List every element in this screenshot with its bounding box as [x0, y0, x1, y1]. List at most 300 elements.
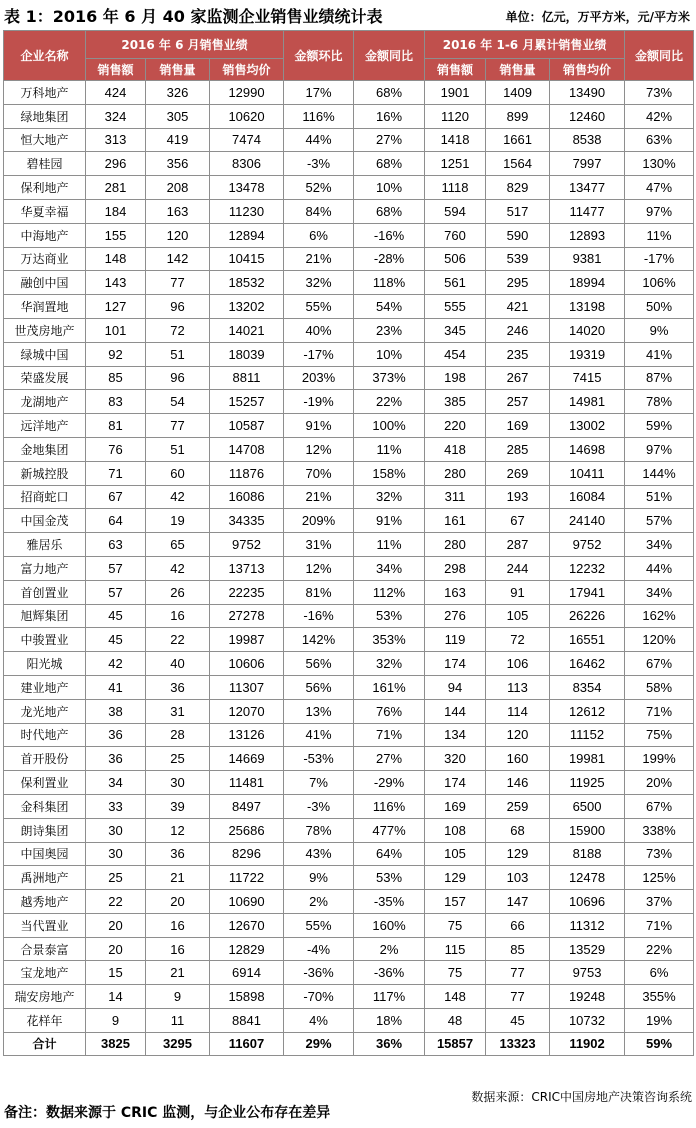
table-cell: 517 [486, 199, 550, 223]
table-cell: 37% [625, 890, 694, 914]
table-cell: 11307 [210, 675, 284, 699]
table-cell: 198 [425, 366, 486, 390]
table-cell: 21% [284, 485, 354, 509]
table-row [4, 556, 694, 580]
header-yoy: 金额同比 [354, 31, 425, 81]
table-cell: 14021 [210, 318, 284, 342]
table-cell: 127 [86, 295, 146, 319]
table-cell: 22 [146, 628, 210, 652]
table-cell: 54% [354, 295, 425, 319]
table-cell: 114 [486, 699, 550, 723]
table-cell: 345 [425, 318, 486, 342]
table-cell: 10690 [210, 890, 284, 914]
table-cell: 60 [146, 461, 210, 485]
table-cell: 6% [625, 961, 694, 985]
table-cell: 38 [86, 699, 146, 723]
table-cell: 67% [625, 794, 694, 818]
table-row [4, 985, 694, 1009]
table-row [4, 747, 694, 771]
table-cell: 12478 [550, 866, 625, 890]
table-cell: 13126 [210, 723, 284, 747]
table-cell: -3% [284, 794, 354, 818]
table-cell: 70% [284, 461, 354, 485]
company-name-cell: 华润置地 [4, 295, 86, 319]
table-cell: 259 [486, 794, 550, 818]
company-name-cell: 金科集团 [4, 794, 86, 818]
table-row [4, 176, 694, 200]
table-cell: 36 [146, 675, 210, 699]
table-cell: 22% [354, 390, 425, 414]
table-cell: 16 [146, 937, 210, 961]
table-cell: 18532 [210, 271, 284, 295]
company-name-cell: 世茂房地产 [4, 318, 86, 342]
table-cell: 12460 [550, 104, 625, 128]
table-cell: 9 [146, 985, 210, 1009]
table-cell: 8296 [210, 842, 284, 866]
table-cell: 10411 [550, 461, 625, 485]
table-cell: 20 [86, 937, 146, 961]
total-cell: 15857 [425, 1032, 486, 1055]
table-cell: 47% [625, 176, 694, 200]
table-cell: 305 [146, 104, 210, 128]
company-name-cell: 朗诗集团 [4, 818, 86, 842]
table-row [4, 295, 694, 319]
total-cell: 3825 [86, 1032, 146, 1055]
table-cell: 76 [86, 437, 146, 461]
table-cell: 15 [86, 961, 146, 985]
table-cell: 19319 [550, 342, 625, 366]
table-cell: 11 [146, 1009, 210, 1033]
table-cell: 15900 [550, 818, 625, 842]
table-cell: 338% [625, 818, 694, 842]
table-cell: 14020 [550, 318, 625, 342]
table-cell: 75% [625, 723, 694, 747]
table-cell: 8841 [210, 1009, 284, 1033]
table-row [4, 794, 694, 818]
table-cell: 30 [86, 818, 146, 842]
total-cell: 13323 [486, 1032, 550, 1055]
table-row [4, 961, 694, 985]
table-cell: 144 [425, 699, 486, 723]
table-cell: 55% [284, 913, 354, 937]
table-cell: 208 [146, 176, 210, 200]
table-cell: 10587 [210, 414, 284, 438]
table-cell: 146 [486, 771, 550, 795]
table-cell: 16084 [550, 485, 625, 509]
table-cell: 4% [284, 1009, 354, 1033]
header-mom: 金额环比 [284, 31, 354, 81]
table-cell: -36% [354, 961, 425, 985]
table-cell: 11722 [210, 866, 284, 890]
header-ytd-amount: 销售额 [425, 59, 486, 81]
table-cell: 51% [625, 485, 694, 509]
table-cell: 12670 [210, 913, 284, 937]
company-name-cell: 合景泰富 [4, 937, 86, 961]
table-cell: 163 [146, 199, 210, 223]
table-cell: 267 [486, 366, 550, 390]
total-cell: 29% [284, 1032, 354, 1055]
table-cell: 10415 [210, 247, 284, 271]
table-cell: 163 [425, 580, 486, 604]
table-cell: 19981 [550, 747, 625, 771]
table-cell: 269 [486, 461, 550, 485]
table-cell: 1901 [425, 81, 486, 105]
table-cell: 53% [354, 866, 425, 890]
table-cell: 31 [146, 699, 210, 723]
table-cell: 355% [625, 985, 694, 1009]
table-cell: 296 [86, 152, 146, 176]
table-row [4, 247, 694, 271]
table-cell: 10696 [550, 890, 625, 914]
table-cell: 56% [284, 675, 354, 699]
table-cell: 57 [86, 580, 146, 604]
table-cell: 84% [284, 199, 354, 223]
table-cell: 91 [486, 580, 550, 604]
table-cell: 19% [625, 1009, 694, 1033]
table-cell: 10606 [210, 652, 284, 676]
table-cell: 32% [354, 652, 425, 676]
table-cell: 6914 [210, 961, 284, 985]
table-cell: 7474 [210, 128, 284, 152]
table-cell: 34% [625, 580, 694, 604]
table-cell: 27% [354, 128, 425, 152]
table-cell: 13198 [550, 295, 625, 319]
table-cell: 32% [354, 485, 425, 509]
table-cell: 594 [425, 199, 486, 223]
table-cell: 54 [146, 390, 210, 414]
table-cell: 590 [486, 223, 550, 247]
header-ytd-price: 销售均价 [550, 59, 625, 81]
table-cell: 16 [146, 913, 210, 937]
table-cell: -16% [284, 604, 354, 628]
table-row [4, 533, 694, 557]
table-cell: 77 [486, 961, 550, 985]
table-cell: 101 [86, 318, 146, 342]
table-cell: 12% [284, 437, 354, 461]
table-cell: 28 [146, 723, 210, 747]
company-name-cell: 首创置业 [4, 580, 86, 604]
table-cell: 32% [284, 271, 354, 295]
table-cell: 13002 [550, 414, 625, 438]
table-cell: 418 [425, 437, 486, 461]
table-cell: 353% [354, 628, 425, 652]
table-cell: 311 [425, 485, 486, 509]
table-cell: 14708 [210, 437, 284, 461]
table-cell: 97% [625, 199, 694, 223]
table-cell: 66 [486, 913, 550, 937]
table-cell: 68 [486, 818, 550, 842]
table-row [4, 842, 694, 866]
company-name-cell: 万科地产 [4, 81, 86, 105]
company-name-cell: 中国奥园 [4, 842, 86, 866]
table-cell: 105 [425, 842, 486, 866]
table-cell: 19987 [210, 628, 284, 652]
table-cell: 10732 [550, 1009, 625, 1033]
table-cell: 30 [86, 842, 146, 866]
table-cell: 320 [425, 747, 486, 771]
table-cell: 23% [354, 318, 425, 342]
table-cell: 11% [354, 437, 425, 461]
table-cell: 148 [86, 247, 146, 271]
table-row [4, 104, 694, 128]
header-amount: 销售额 [86, 59, 146, 81]
table-cell: 539 [486, 247, 550, 271]
table-cell: 6500 [550, 794, 625, 818]
table-cell: 13478 [210, 176, 284, 200]
table-cell: 50% [625, 295, 694, 319]
table-cell: 41 [86, 675, 146, 699]
table-cell: 15898 [210, 985, 284, 1009]
table-cell: 76% [354, 699, 425, 723]
company-name-cell: 花样年 [4, 1009, 86, 1033]
table-cell: 13% [284, 699, 354, 723]
table-cell: 77 [486, 985, 550, 1009]
table-cell: 130% [625, 152, 694, 176]
table-cell: 1118 [425, 176, 486, 200]
table-cell: 15257 [210, 390, 284, 414]
table-cell: 36 [86, 747, 146, 771]
table-cell: 36 [86, 723, 146, 747]
table-cell: 71% [354, 723, 425, 747]
table-row [4, 866, 694, 890]
total-cell: 11607 [210, 1032, 284, 1055]
table-cell: 12232 [550, 556, 625, 580]
company-name-cell: 时代地产 [4, 723, 86, 747]
table-cell: 65 [146, 533, 210, 557]
company-name-cell: 旭辉集团 [4, 604, 86, 628]
table-cell: 26 [146, 580, 210, 604]
table-cell: 246 [486, 318, 550, 342]
table-cell: -28% [354, 247, 425, 271]
table-cell: 454 [425, 342, 486, 366]
company-name-cell: 龙光地产 [4, 699, 86, 723]
table-cell: 11230 [210, 199, 284, 223]
table-cell: 77 [146, 271, 210, 295]
table-cell: 385 [425, 390, 486, 414]
table-cell: 68% [354, 199, 425, 223]
company-name-cell: 当代置业 [4, 913, 86, 937]
table-cell: 91% [284, 414, 354, 438]
table-cell: 63 [86, 533, 146, 557]
table-cell: 25686 [210, 818, 284, 842]
table-cell: 2% [284, 890, 354, 914]
table-cell: 97% [625, 437, 694, 461]
table-cell: 12893 [550, 223, 625, 247]
table-cell: 16 [146, 604, 210, 628]
company-name-cell: 禹洲地产 [4, 866, 86, 890]
table-body [4, 81, 694, 1033]
table-cell: 280 [425, 533, 486, 557]
table-cell: 34 [86, 771, 146, 795]
table-cell: 16551 [550, 628, 625, 652]
table-cell: -17% [284, 342, 354, 366]
table-cell: 235 [486, 342, 550, 366]
table-cell: 295 [486, 271, 550, 295]
table-cell: 147 [486, 890, 550, 914]
table-cell: 91% [354, 509, 425, 533]
header-price: 销售均价 [210, 59, 284, 81]
table-row [4, 366, 694, 390]
sales-table [3, 30, 694, 1056]
table-cell: 12990 [210, 81, 284, 105]
table-cell: 7415 [550, 366, 625, 390]
table-cell: 313 [86, 128, 146, 152]
table-cell: 10% [354, 176, 425, 200]
table-cell: 72 [146, 318, 210, 342]
table-cell: 78% [625, 390, 694, 414]
table-cell: 18039 [210, 342, 284, 366]
table-row [4, 128, 694, 152]
company-name-cell: 宝龙地产 [4, 961, 86, 985]
table-cell: 14698 [550, 437, 625, 461]
table-cell: 16% [354, 104, 425, 128]
table-cell: 203% [284, 366, 354, 390]
table-cell: 477% [354, 818, 425, 842]
table-cell: 27278 [210, 604, 284, 628]
table-cell: 1409 [486, 81, 550, 105]
table-cell: 12612 [550, 699, 625, 723]
header-ytd-group: 2016 年 1-6 月累计销售业绩 [425, 31, 625, 59]
table-cell: 280 [425, 461, 486, 485]
table-cell: 20% [625, 771, 694, 795]
table-cell: 44% [625, 556, 694, 580]
header-area: 销售量 [146, 59, 210, 81]
table-cell: 27% [354, 747, 425, 771]
table-cell: 9 [86, 1009, 146, 1033]
company-name-cell: 首开股份 [4, 747, 86, 771]
table-cell: 829 [486, 176, 550, 200]
table-cell: 13529 [550, 937, 625, 961]
table-row [4, 913, 694, 937]
table-cell: 51 [146, 437, 210, 461]
table-cell: 18994 [550, 271, 625, 295]
table-cell: 9752 [550, 533, 625, 557]
table-cell: 174 [425, 771, 486, 795]
total-row [4, 1032, 694, 1055]
table-cell: 77 [146, 414, 210, 438]
table-cell: 112% [354, 580, 425, 604]
table-cell: 144% [625, 461, 694, 485]
table-row [4, 223, 694, 247]
table-cell: 57 [86, 556, 146, 580]
table-row [4, 580, 694, 604]
table-cell: 117% [354, 985, 425, 1009]
table-cell: 12% [284, 556, 354, 580]
table-cell: 1251 [425, 152, 486, 176]
table-cell: 287 [486, 533, 550, 557]
table-cell: 120 [146, 223, 210, 247]
table-cell: 16086 [210, 485, 284, 509]
table-cell: 83 [86, 390, 146, 414]
table-cell: 184 [86, 199, 146, 223]
table-cell: 125% [625, 866, 694, 890]
table-cell: -3% [284, 152, 354, 176]
table-cell: 41% [284, 723, 354, 747]
data-source: 数据来源：CRIC中国房地产决策咨询系统 [471, 1090, 692, 1104]
company-name-cell: 雅居乐 [4, 533, 86, 557]
header-ytd-yoy: 金额同比 [625, 31, 694, 81]
company-name-cell: 新城控股 [4, 461, 86, 485]
table-cell: 96 [146, 366, 210, 390]
table-cell: 40 [146, 652, 210, 676]
table-cell: 8538 [550, 128, 625, 152]
table-cell: 899 [486, 104, 550, 128]
table-cell: 244 [486, 556, 550, 580]
table-cell: 78% [284, 818, 354, 842]
table-cell: 68% [354, 152, 425, 176]
company-name-cell: 荣盛发展 [4, 366, 86, 390]
table-cell: 11312 [550, 913, 625, 937]
table-cell: 356 [146, 152, 210, 176]
table-cell: 143 [86, 271, 146, 295]
table-cell: 119 [425, 628, 486, 652]
table-cell: 8188 [550, 842, 625, 866]
table-cell: 22 [86, 890, 146, 914]
table-cell: 14 [86, 985, 146, 1009]
table-cell: 118% [354, 271, 425, 295]
company-name-cell: 保利地产 [4, 176, 86, 200]
header-ytd-area: 销售量 [486, 59, 550, 81]
table-cell: 34% [625, 533, 694, 557]
table-cell: 21 [146, 961, 210, 985]
table-cell: 30 [146, 771, 210, 795]
table-cell: 106 [486, 652, 550, 676]
footer [0, 1084, 696, 1128]
company-name-cell: 富力地产 [4, 556, 86, 580]
table-cell: 41% [625, 342, 694, 366]
table-row [4, 818, 694, 842]
table-cell: 20 [146, 890, 210, 914]
table-cell: 209% [284, 509, 354, 533]
table-cell: 13713 [210, 556, 284, 580]
table-cell: 12894 [210, 223, 284, 247]
table-cell: 1564 [486, 152, 550, 176]
table-row [4, 723, 694, 747]
table-cell: 12829 [210, 937, 284, 961]
table-cell: 56% [284, 652, 354, 676]
unit-label: 单位：亿元，万平方米，元/平方米 [505, 10, 690, 24]
table-title: 表 1：2016 年 6 月 40 家监测企业销售业绩统计表 [4, 7, 383, 26]
table-row [4, 318, 694, 342]
table-row [4, 1009, 694, 1033]
table-cell: 21% [284, 247, 354, 271]
table-cell: 120 [486, 723, 550, 747]
table-cell: 6% [284, 223, 354, 247]
footnote: 备注：数据来源于 CRIC 监测，与企业公布存在差异 [4, 1105, 331, 1121]
table-cell: 81% [284, 580, 354, 604]
company-name-cell: 华夏幸福 [4, 199, 86, 223]
table-cell: 162% [625, 604, 694, 628]
header-june-group: 2016 年 6 月销售业绩 [86, 31, 284, 59]
table-cell: 8354 [550, 675, 625, 699]
table-cell: 373% [354, 366, 425, 390]
table-cell: 22% [625, 937, 694, 961]
table-cell: 40% [284, 318, 354, 342]
table-cell: 45 [86, 604, 146, 628]
company-name-cell: 中国金茂 [4, 509, 86, 533]
table-cell: 10% [354, 342, 425, 366]
table-cell: 8306 [210, 152, 284, 176]
table-cell: 53% [354, 604, 425, 628]
table-cell: 193 [486, 485, 550, 509]
table-cell: 11876 [210, 461, 284, 485]
table-cell: 13490 [550, 81, 625, 105]
table-cell: -16% [354, 223, 425, 247]
table-row [4, 271, 694, 295]
table-cell: 324 [86, 104, 146, 128]
table-cell: 11% [354, 533, 425, 557]
table-cell: 129 [425, 866, 486, 890]
